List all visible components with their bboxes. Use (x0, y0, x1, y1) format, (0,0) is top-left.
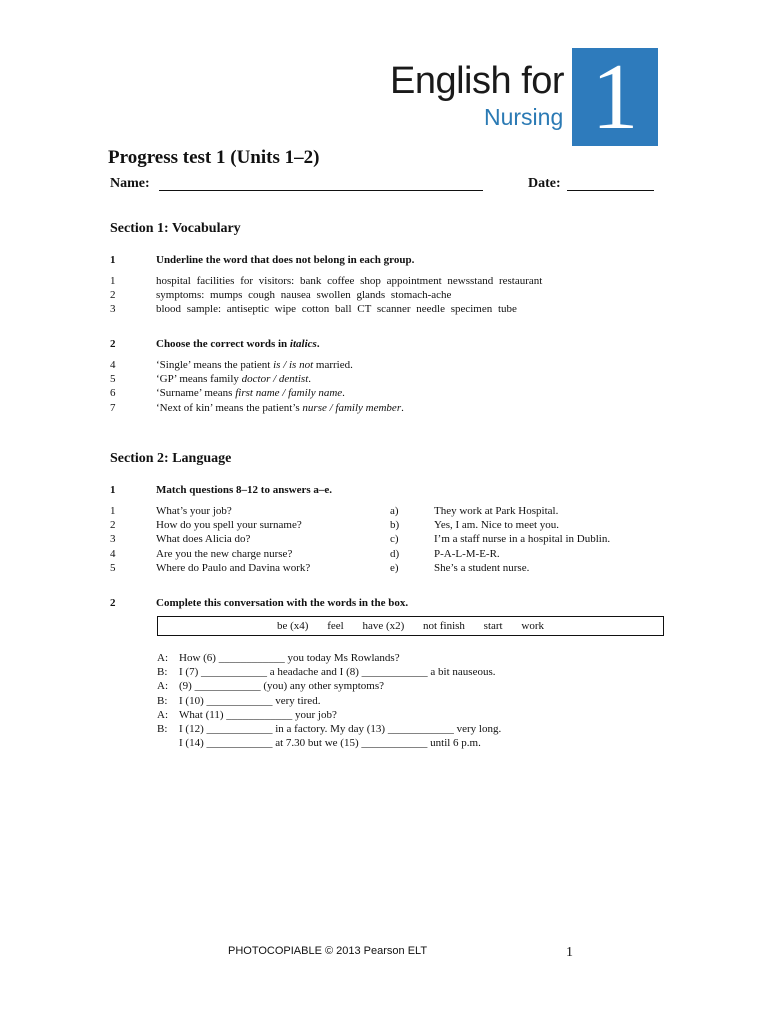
item-text (156, 386, 345, 400)
logo-number-box (572, 45, 658, 149)
word-box (157, 616, 664, 636)
item-text: blood sample: antiseptic wipe cotton ball CT scanner needle specimen tube (156, 303, 517, 316)
date-label: Date: (528, 176, 561, 191)
conversation-line (157, 736, 677, 750)
s2-q2-number: 2 (110, 597, 116, 609)
conversation-line (157, 708, 677, 722)
match-letter: c) (390, 533, 399, 546)
match-row (110, 518, 670, 532)
item-choice[interactable]: first name / family name (235, 387, 343, 400)
word-box-item: have (x2) (362, 620, 405, 632)
item-text (156, 358, 353, 372)
conversation-line (157, 679, 677, 693)
speaker-label: B: (157, 722, 168, 735)
item-number: 6 (110, 387, 116, 400)
item-number: 2 (110, 289, 116, 302)
match-row (110, 561, 670, 575)
conversation-text: I (12) ____________ in a factory. My day (13) ____________ very long. (179, 722, 502, 735)
match-number: 2 (110, 519, 116, 532)
logo-subtitle: Nursing (484, 104, 564, 130)
name-label: Name: (110, 176, 150, 191)
speaker-label: A: (157, 652, 168, 664)
s1-q2-number: 2 (110, 338, 116, 350)
item-text-pre: ‘Next of kin’ means the patient’s (156, 401, 303, 414)
match-question: How do you spell your surname? (156, 519, 302, 532)
item-text-post: . (401, 401, 404, 414)
word-box-item: be (x4) (277, 620, 309, 632)
list-item (110, 302, 670, 316)
conversation-text: I (14) ____________ at 7.30 but we (15) ____________ until 6 p.m. (179, 737, 481, 750)
match-row (110, 504, 670, 518)
s2-q1-instruction: Match questions 8–12 to answers a–e. (156, 484, 332, 496)
item-text (156, 372, 311, 386)
conversation-text: How (6) ____________ you today Ms Rowlands? (179, 652, 400, 664)
match-row (110, 547, 670, 561)
match-question: What’s your job? (156, 505, 232, 517)
item-number: 3 (110, 303, 116, 316)
conversation (157, 651, 677, 750)
name-field[interactable] (159, 190, 483, 191)
match-answer: Yes, I am. Nice to meet you. (434, 519, 560, 532)
match-number: 3 (110, 533, 116, 546)
conversation-text: I (7) ____________ a headache and I (8) ____________ a bit nauseous. (179, 666, 496, 679)
s2-q2-instruction: Complete this conversation with the words in the box. (156, 597, 409, 609)
match-answer: They work at Park Hospital. (434, 505, 559, 517)
s1-q1-number: 1 (110, 254, 116, 266)
item-text-post: married. (313, 359, 353, 371)
page-title: Progress test 1 (Units 1–2) (108, 147, 320, 168)
date-field[interactable] (567, 190, 654, 191)
item-number: 5 (110, 373, 116, 386)
s1-q2-list (110, 358, 670, 415)
list-item (110, 274, 670, 288)
match-answer: She’s a student nurse. (434, 561, 530, 574)
list-item (110, 288, 670, 302)
match-answer: P-A-L-M-E-R. (434, 547, 500, 560)
s2-q1-match-list (110, 504, 670, 575)
match-number: 4 (110, 547, 116, 560)
conversation-text: What (11) ____________ your job? (179, 708, 337, 721)
s1-q1-instruction: Underline the word that does not belong in each group. (156, 254, 415, 266)
item-choice[interactable]: is / is not (273, 359, 314, 371)
match-letter: d) (390, 547, 400, 560)
match-answer: I’m a staff nurse in a hospital in Dublin. (434, 533, 611, 546)
list-item (110, 358, 670, 372)
speaker-label: A: (157, 708, 168, 721)
item-text-post: . (342, 387, 345, 400)
speaker-label: B: (157, 666, 168, 679)
item-number: 4 (110, 359, 116, 371)
item-number: 7 (110, 401, 116, 414)
footer-copyright: PHOTOCOPIABLE © 2013 Pearson ELT (228, 945, 428, 957)
item-text-pre: ‘GP’ means family (156, 373, 242, 386)
item-choice[interactable]: nurse / family member (302, 401, 402, 414)
match-number: 5 (110, 561, 116, 574)
conversation-text: (9) ____________ (you) any other symptoms? (179, 680, 384, 693)
item-text-pre: ‘Surname’ means (156, 387, 236, 400)
word-box-item: not finish (423, 620, 465, 632)
conversation-text: I (10) ____________ very tired. (179, 694, 321, 707)
item-choice[interactable]: doctor / dentist (241, 373, 309, 386)
word-box-item: work (521, 620, 544, 632)
word-box-item: start (483, 620, 503, 632)
instruction-post: . (316, 338, 320, 350)
item-text-post: . (308, 373, 311, 386)
item-text (156, 401, 404, 415)
conversation-line (157, 722, 677, 736)
page-number: 1 (566, 945, 573, 960)
list-item (110, 372, 670, 386)
s1-q2-instruction (156, 338, 320, 350)
logo-number: 1 (591, 45, 639, 149)
match-number: 1 (110, 505, 116, 517)
item-text-pre: ‘Single’ means the patient (156, 359, 274, 371)
section2-title: Section 2: Language (110, 451, 232, 466)
item-text: hospital facilities for visitors: bank coffee shop appointment newsstand restaurant (156, 275, 543, 287)
speaker-label: B: (157, 694, 168, 707)
section1-title: Section 1: Vocabulary (110, 221, 241, 236)
conversation-line (157, 694, 677, 708)
match-letter: b) (390, 519, 400, 532)
list-item (110, 401, 670, 415)
match-question: Are you the new charge nurse? (156, 547, 293, 560)
item-number: 1 (110, 275, 116, 287)
item-text: symptoms: mumps cough nausea swollen glands stomach-ache (156, 289, 452, 302)
s2-q1-number: 1 (110, 484, 116, 496)
logo-title: English for (390, 60, 565, 102)
match-row (110, 532, 670, 546)
match-letter: a) (390, 505, 399, 517)
conversation-line (157, 665, 677, 679)
conversation-line (157, 651, 677, 665)
word-box-item: feel (327, 620, 344, 632)
instruction-pre: Choose the correct words in (156, 338, 290, 350)
s1-q1-list (110, 274, 670, 317)
match-question: Where do Paulo and Davina work? (156, 561, 311, 574)
list-item (110, 386, 670, 400)
match-letter: e) (390, 561, 399, 574)
speaker-label: A: (157, 680, 168, 693)
instruction-italic: italics (289, 338, 317, 350)
match-question: What does Alicia do? (156, 533, 251, 546)
